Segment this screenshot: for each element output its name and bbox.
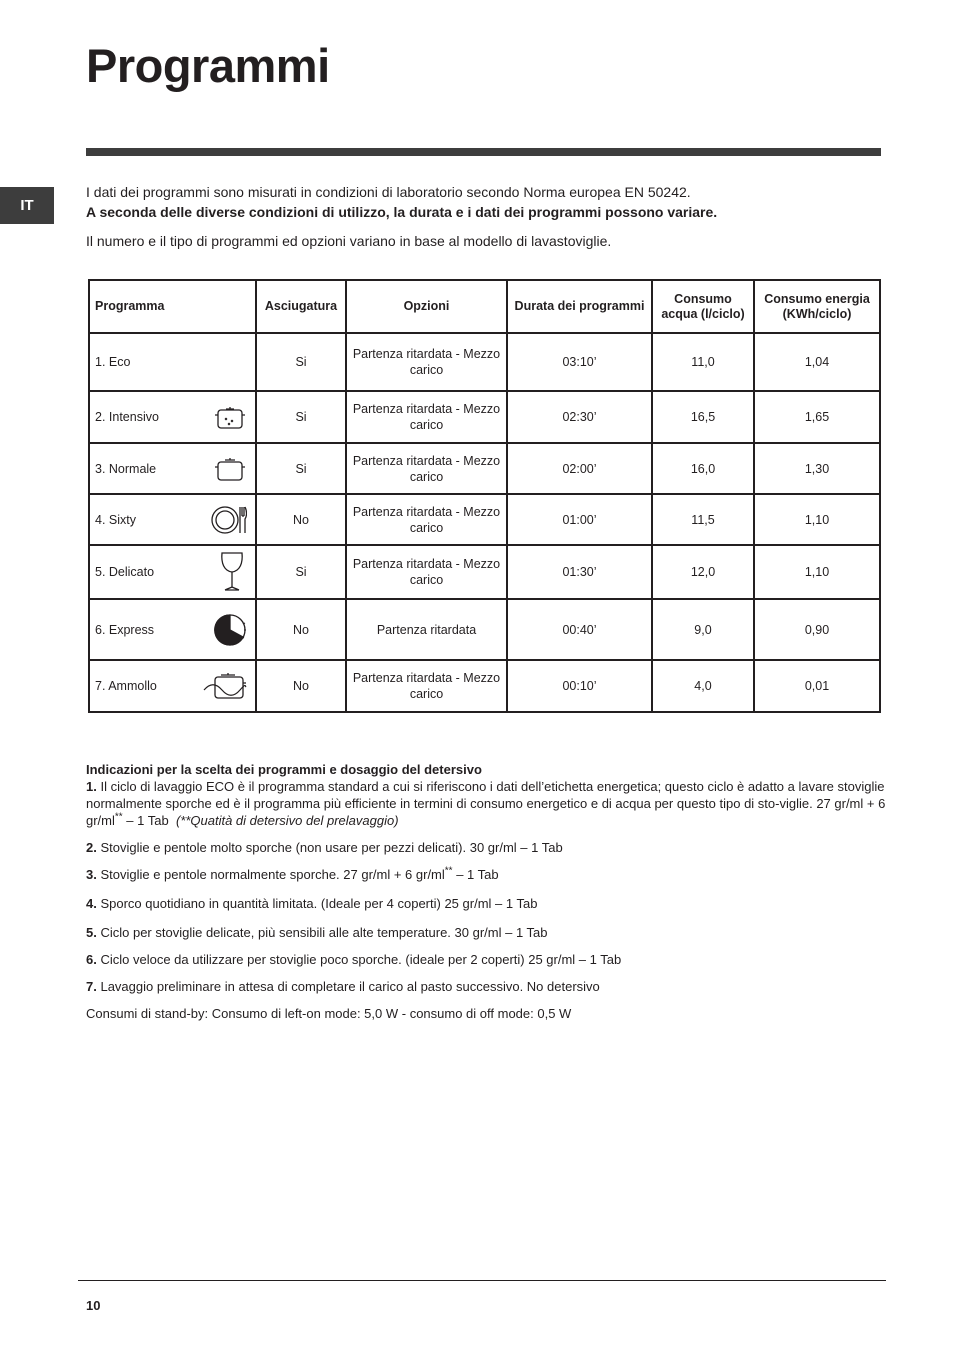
- header-durata: Durata dei programmi: [507, 280, 652, 333]
- dry-cell: No: [256, 660, 346, 712]
- energy-cell: 0,90: [754, 599, 880, 660]
- note-number: 3.: [86, 867, 97, 882]
- header-programma: Programma: [89, 280, 256, 333]
- note-tail: – 1 Tab: [122, 813, 169, 828]
- header-opzioni: Opzioni: [346, 280, 507, 333]
- note-text: Stoviglie e pentole molto sporche (non usare per pezzi delicati). 30 gr/ml – 1 Tab: [100, 840, 563, 855]
- intro-block: [86, 182, 886, 251]
- water-cell: 4,0: [652, 660, 754, 712]
- table-row: [89, 545, 880, 599]
- note-number: 5.: [86, 925, 97, 940]
- note-tail: – 1 Tab: [452, 867, 499, 882]
- dry-cell: No: [256, 494, 346, 545]
- options-cell: Partenza ritardata - Mezzo carico: [346, 333, 507, 391]
- energy-cell: 1,10: [754, 494, 880, 545]
- table-row: [89, 391, 880, 443]
- notes-heading: Indicazioni per la scelta dei programmi e dosaggio del detersivo: [86, 762, 482, 777]
- energy-cell: 1,30: [754, 443, 880, 494]
- program-cell: [89, 599, 256, 660]
- note-text: Ciclo per stoviglie delicate, più sensibili alle alte temperature. 30 gr/ml – 1 Tab: [100, 925, 548, 940]
- program-cell: [89, 443, 256, 494]
- table-row: [89, 333, 880, 391]
- note-sup: **: [114, 811, 123, 823]
- duration-cell: 02:00’: [507, 443, 652, 494]
- note-number: 7.: [86, 979, 97, 994]
- dry-cell: Si: [256, 443, 346, 494]
- program-cell: [89, 660, 256, 712]
- water-cell: 16,0: [652, 443, 754, 494]
- note-3: [86, 866, 886, 883]
- note-text: Il ciclo di lavaggio ECO è il programma standard a cui si riferiscono i dati dell’etichetta energetica; questo ciclo è adatto a lavare stoviglie normalmente sporche ed è il programma più efficiente in termini di consumo energetico e di acqua per questo tipo di sto-viglie. 27 gr/ml + 6 gr/ml: [86, 779, 886, 828]
- options-cell: Partenza ritardata: [346, 599, 507, 660]
- water-cell: 11,0: [652, 333, 754, 391]
- program-cell: [89, 494, 256, 545]
- water-cell: 9,0: [652, 599, 754, 660]
- program-name: 5. Delicato: [95, 565, 155, 579]
- program-name: 6. Express: [95, 622, 155, 637]
- options-cell: Partenza ritardata - Mezzo carico: [346, 391, 507, 443]
- table-header-row: [89, 280, 880, 333]
- note-number: 2.: [86, 840, 97, 855]
- note-number: 6.: [86, 952, 97, 967]
- pot-soak-icon: [203, 670, 247, 702]
- notes-block: [86, 761, 886, 1022]
- intro-line-1: I dati dei programmi sono misurati in condizioni di laboratorio secondo Norma europea EN 50242.: [86, 184, 691, 200]
- note-6: [86, 951, 886, 968]
- table-row: [89, 443, 880, 494]
- program-name: 3. Normale: [95, 461, 157, 476]
- program-cell: [89, 391, 256, 443]
- dry-cell: Si: [256, 391, 346, 443]
- header-asciugatura: Asciugatura: [256, 280, 346, 333]
- note-text: Stoviglie e pentole normalmente sporche. 27 gr/ml + 6 gr/ml: [100, 867, 445, 882]
- duration-cell: 01:30’: [507, 545, 652, 599]
- duration-cell: 03:10’: [507, 333, 652, 391]
- note-5: [86, 924, 886, 941]
- program-cell: [89, 333, 256, 391]
- duration-cell: 01:00’: [507, 494, 652, 545]
- energy-cell: 1,10: [754, 545, 880, 599]
- programs-table: [88, 279, 881, 713]
- program-name: 1. Eco: [95, 355, 131, 369]
- table-row: [89, 494, 880, 545]
- note-4: [86, 895, 886, 912]
- wine-glass-icon: [217, 551, 247, 593]
- note-italic: (**Quatità di detersivo del prelavaggio): [175, 813, 399, 828]
- language-tab: IT: [0, 187, 54, 224]
- intro-line-3: Il numero e il tipo di programmi ed opzioni variano in base al modello di lavastoviglie.: [86, 233, 612, 249]
- note-2: [86, 839, 886, 856]
- footer-rule: [78, 1280, 886, 1281]
- options-cell: Partenza ritardata - Mezzo carico: [346, 545, 507, 599]
- header-acqua: Consumo acqua (l/ciclo): [652, 280, 754, 333]
- page-title: Programmi: [86, 39, 330, 92]
- pot-intensive-icon: [213, 403, 247, 431]
- energy-cell: 0,01: [754, 660, 880, 712]
- duration-cell: 02:30’: [507, 391, 652, 443]
- water-cell: 12,0: [652, 545, 754, 599]
- dry-cell: No: [256, 599, 346, 660]
- intro-line-2: A seconda delle diverse condizioni di utilizzo, la durata e i dati dei programmi possono variare.: [86, 204, 718, 220]
- program-name: 7. Ammollo: [95, 679, 157, 693]
- clock-icon: [213, 613, 247, 647]
- duration-cell: 00:40’: [507, 599, 652, 660]
- options-cell: Partenza ritardata - Mezzo carico: [346, 660, 507, 712]
- table-row: [89, 599, 880, 660]
- program-name: 4. Sixty: [95, 512, 136, 527]
- note-text: Sporco quotidiano in quantità limitata. (Ideale per 4 coperti) 25 gr/ml – 1 Tab: [100, 896, 538, 911]
- note-text: Lavaggio preliminare in attesa di completare il carico al pasto successivo. No detersivo: [100, 979, 600, 994]
- table-row: [89, 660, 880, 712]
- standby-note: Consumi di stand-by: Consumo di left-on mode: 5,0 W - consumo di off mode: 0,5 W: [86, 1006, 572, 1021]
- plate-cutlery-icon: [211, 504, 247, 536]
- note-text: Ciclo veloce da utilizzare per stoviglie poco sporche. (ideale per 2 coperti) 25 gr/ml – 1 Tab: [100, 952, 622, 967]
- note-number: 4.: [86, 896, 97, 911]
- duration-cell: 00:10’: [507, 660, 652, 712]
- options-cell: Partenza ritardata - Mezzo carico: [346, 494, 507, 545]
- dry-cell: Si: [256, 333, 346, 391]
- dry-cell: Si: [256, 545, 346, 599]
- note-7: [86, 978, 886, 995]
- note-number: 1.: [86, 779, 97, 794]
- note-sup: **: [444, 865, 453, 877]
- program-cell: [89, 545, 256, 599]
- energy-cell: 1,65: [754, 391, 880, 443]
- energy-cell: 1,04: [754, 333, 880, 391]
- header-energia: Consumo energia (KWh/ciclo): [754, 280, 880, 333]
- page-number: 10: [86, 1298, 101, 1313]
- water-cell: 11,5: [652, 494, 754, 545]
- note-1: [86, 778, 886, 829]
- program-name: 2. Intensivo: [95, 410, 159, 424]
- pot-icon: [213, 455, 247, 483]
- title-rule: [86, 148, 881, 156]
- options-cell: Partenza ritardata - Mezzo carico: [346, 443, 507, 494]
- water-cell: 16,5: [652, 391, 754, 443]
